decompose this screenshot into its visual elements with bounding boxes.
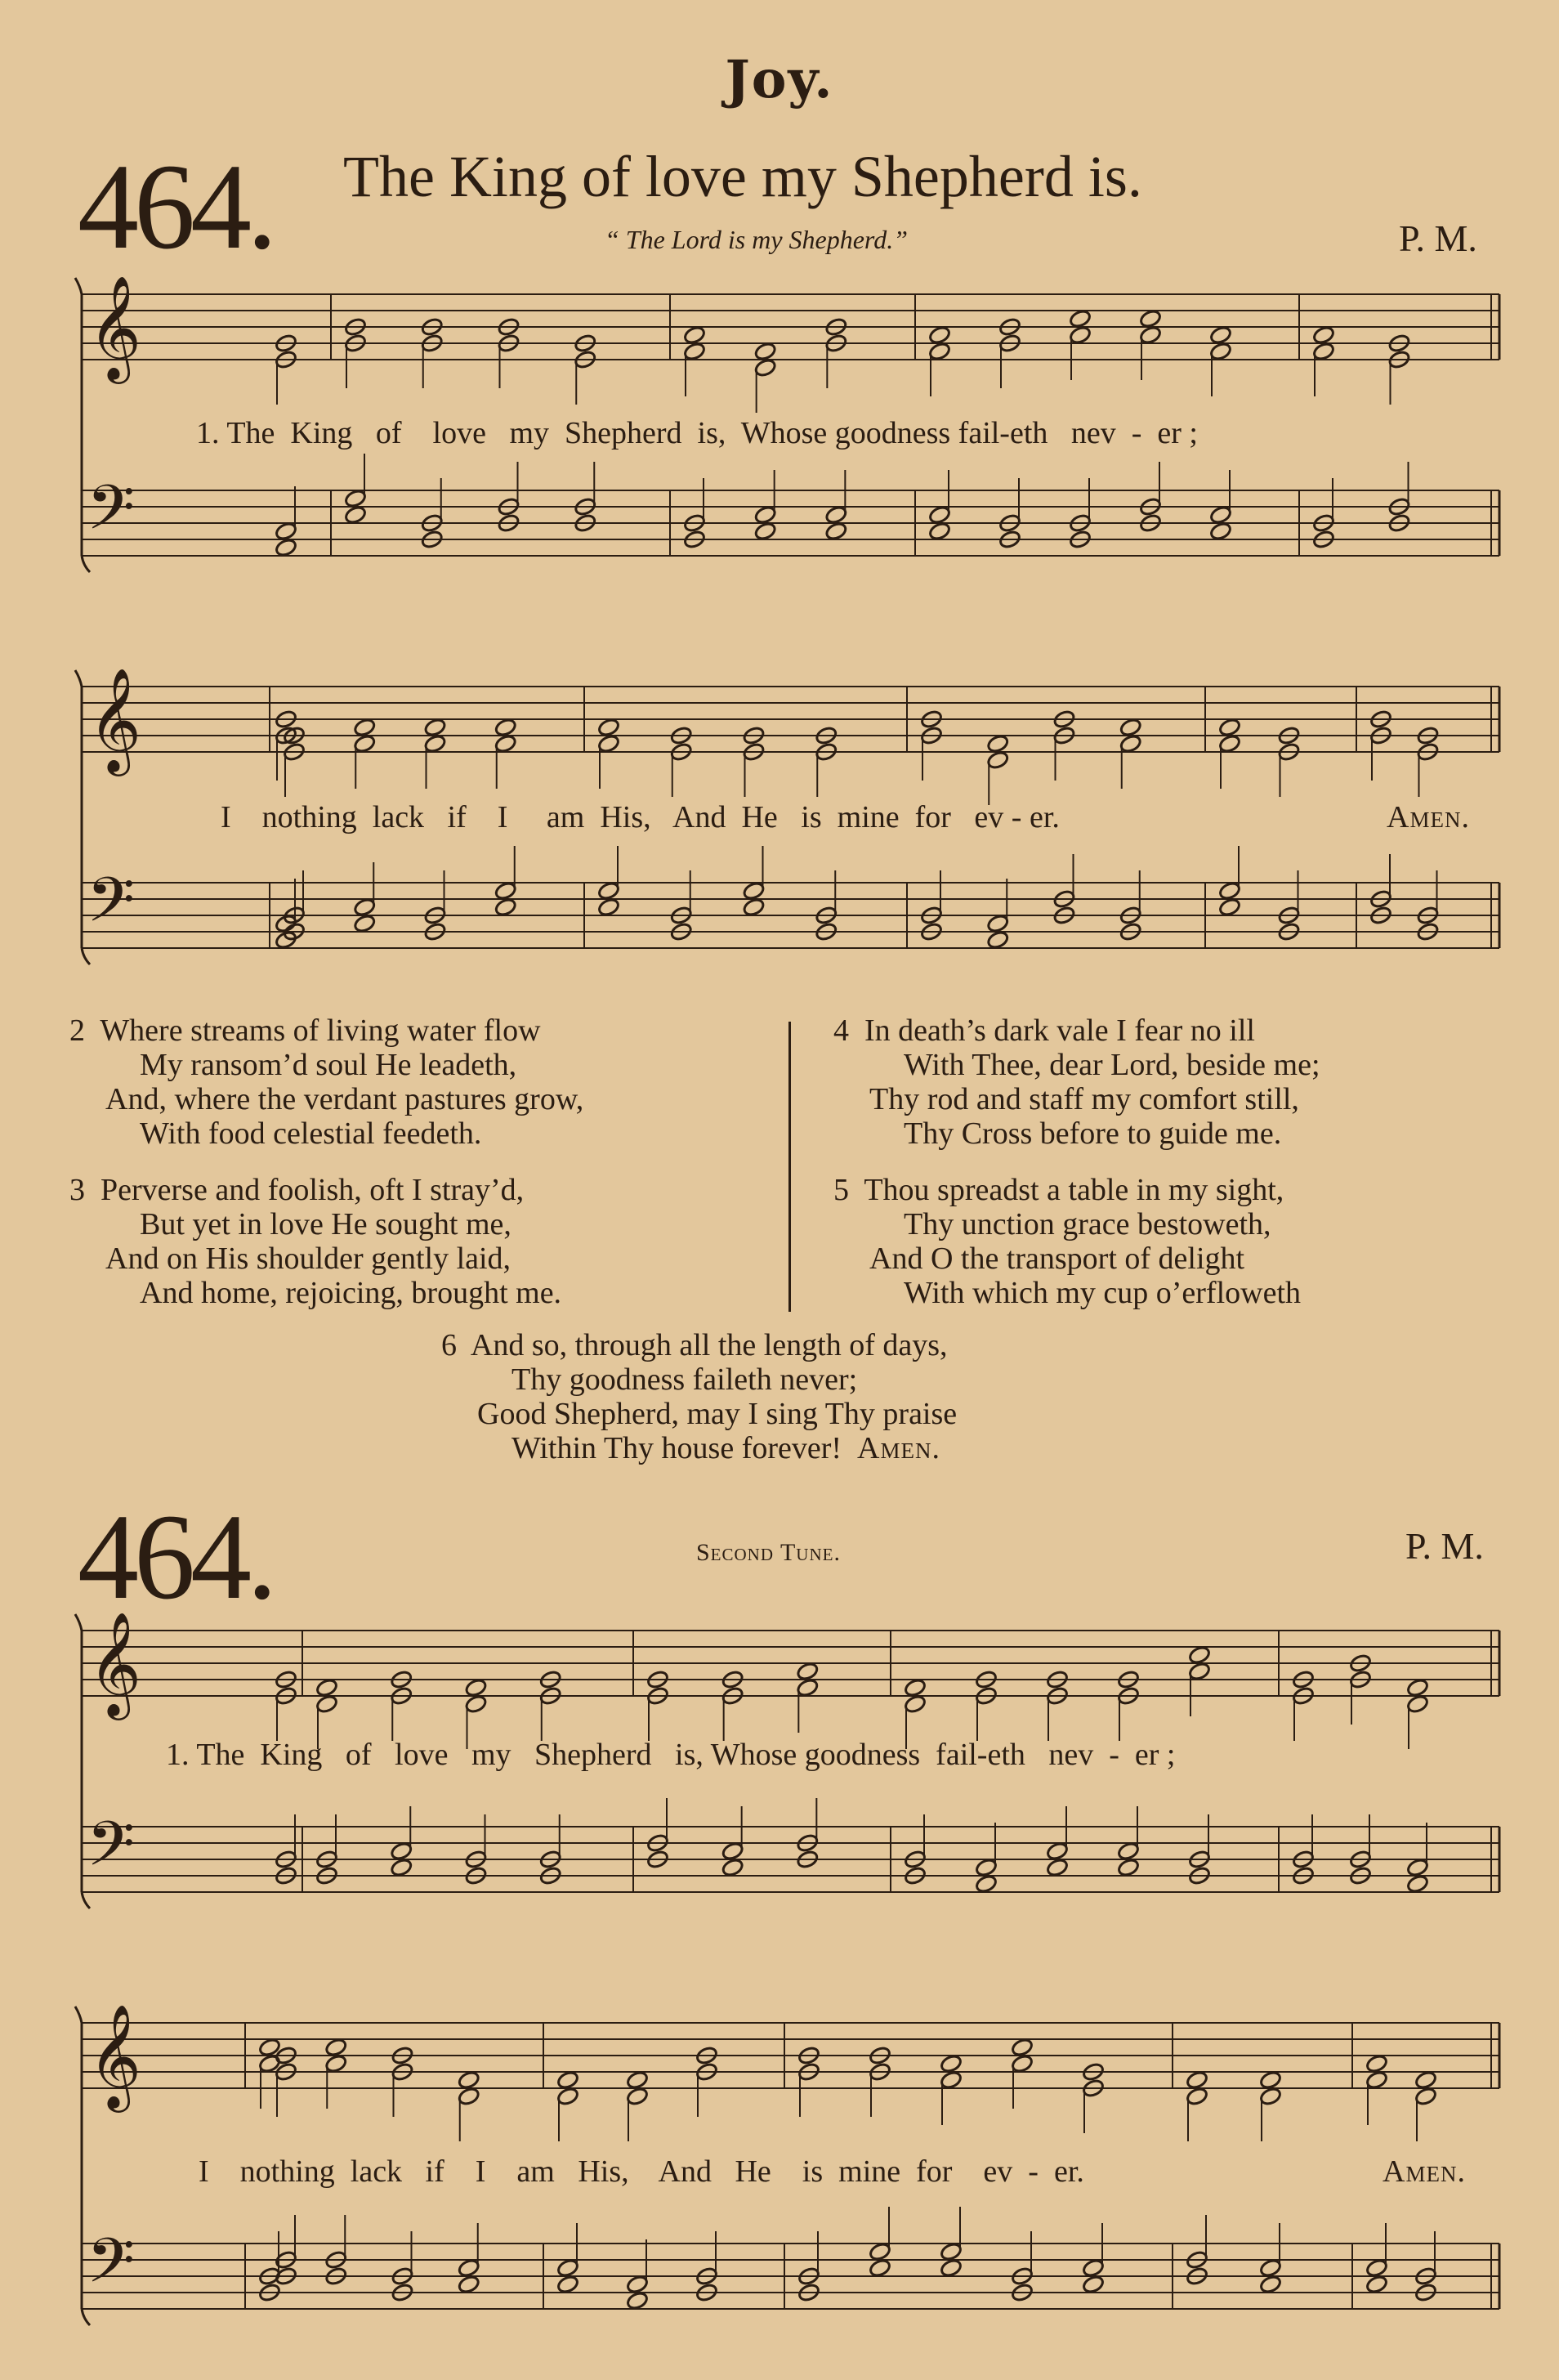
tune-label: Second Tune. xyxy=(696,1539,841,1566)
verse-line: And home, rejoicing, brought me. xyxy=(140,1276,562,1310)
verse-line: But yet in love He sought me, xyxy=(140,1207,511,1241)
lyric-line-2: I nothing lack if I am His, And He is mine for ev - er. xyxy=(221,800,1060,834)
verse-line: With food celestial feedeth. xyxy=(140,1116,482,1151)
svg-text:𝄞: 𝄞 xyxy=(88,1611,142,1716)
meter-label: P. M. xyxy=(1399,217,1477,259)
verse-line: Thy Cross before to guide me. xyxy=(904,1116,1282,1151)
verse-line: 2 Where streams of living water flow xyxy=(69,1013,541,1048)
svg-text:𝄞: 𝄞 xyxy=(88,667,142,772)
verse-line: With Thee, dear Lord, beside me; xyxy=(904,1048,1320,1082)
verse-line: Thy unction grace bestoweth, xyxy=(904,1207,1271,1241)
meter-label: P. M. xyxy=(1405,1525,1484,1567)
svg-text:𝄞: 𝄞 xyxy=(88,2003,142,2108)
verse-line: 4 In death’s dark vale I fear no ill xyxy=(833,1013,1255,1048)
verse-line: My ransom’d soul He leadeth, xyxy=(140,1048,517,1082)
amen-label: Amen. xyxy=(857,1431,940,1465)
verse-line: Thy goodness faileth never; xyxy=(511,1362,858,1397)
verse-line xyxy=(441,1431,1177,1465)
lyric-line-3: 1. The King of love my Shepherd is, Whose goodness fail-eth nev - er ; xyxy=(166,1738,1176,1772)
verse-line: And on His shoulder gently laid, xyxy=(105,1241,511,1276)
verse-3 xyxy=(69,1173,788,1310)
hymn-number: 464. xyxy=(78,1489,273,1625)
verse-text: Within Thy house forever! xyxy=(511,1431,842,1465)
verse-line: Thy rod and staff my comfort still, xyxy=(869,1082,1299,1116)
verse-line: 3 Perverse and foolish, oft I stray’d, xyxy=(69,1173,525,1207)
verse-line: 6 And so, through all the length of days, xyxy=(441,1328,948,1362)
lyric-line-4: I nothing lack if I am His, And He is mine for ev - er. xyxy=(199,2154,1084,2189)
lyric-line-1: 1. The King of love my Shepherd is, Whose goodness fail-eth nev - er ; xyxy=(196,416,1198,450)
page-heading: Joy. xyxy=(725,49,834,110)
svg-text:𝄞: 𝄞 xyxy=(88,275,142,379)
verse-line: And, where the verdant pastures grow, xyxy=(105,1082,584,1116)
verse-5 xyxy=(833,1173,1536,1310)
verse-2 xyxy=(69,1013,788,1151)
verse-line: 5 Thou spreadst a table in my sight, xyxy=(833,1173,1284,1207)
verse-line: And O the transport of delight xyxy=(869,1241,1245,1276)
verse-4 xyxy=(833,1013,1536,1151)
svg-text:𝄢: 𝄢 xyxy=(87,864,136,951)
verse-line: Good Shepherd, may I sing Thy praise xyxy=(477,1397,958,1431)
amen-label: Amen. xyxy=(1383,2154,1466,2189)
svg-text:𝄢: 𝄢 xyxy=(87,2225,136,2312)
amen-label: Amen. xyxy=(1387,800,1470,834)
verse-divider xyxy=(788,1022,791,1312)
hymn-number: 464. xyxy=(78,139,273,275)
svg-text:𝄢: 𝄢 xyxy=(87,1808,136,1895)
hymn-subtitle: “ The Lord is my Shepherd.” xyxy=(605,225,908,254)
verse-line: With which my cup o’erfloweth xyxy=(904,1276,1302,1310)
verse-6 xyxy=(441,1328,1177,1465)
svg-text:𝄢: 𝄢 xyxy=(87,472,136,559)
hymn-title: The King of love my Shepherd is. xyxy=(343,144,1142,209)
